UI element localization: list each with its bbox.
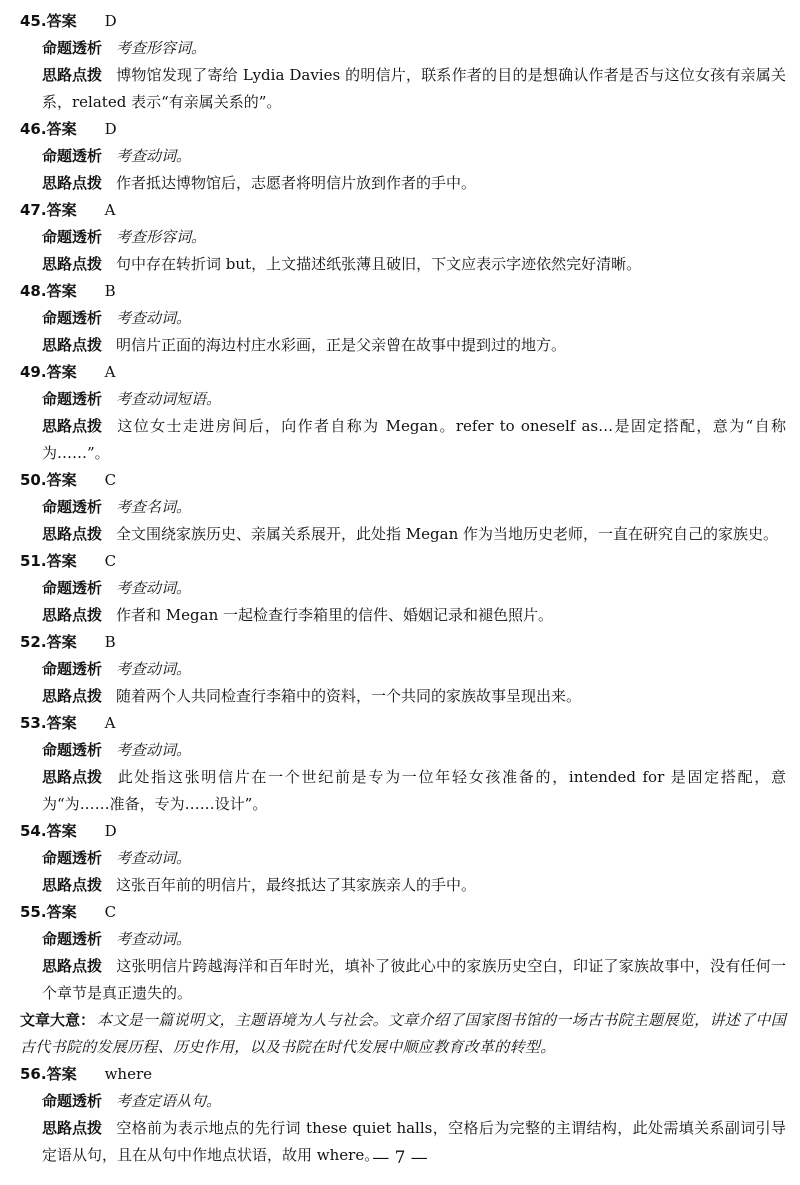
- hint-text: 这位女士走进房间后，向作者自称为 Megan。refer to oneself as…是固定搭配，意为“自称为……”。: [42, 417, 786, 462]
- summary-label: 文章大意：: [20, 1011, 96, 1029]
- item-50-hint: [20, 521, 786, 548]
- item-52-hint: [20, 683, 786, 710]
- analysis-text: 考查动词。: [116, 741, 192, 759]
- analysis-text: 考查动词。: [116, 147, 192, 165]
- answer-key-content: [20, 8, 786, 1169]
- hint-label: 思路点拨: [42, 336, 103, 354]
- analysis-text: 考查名词。: [116, 498, 192, 516]
- item-number: 49.: [20, 363, 47, 381]
- hint-text: 全文围绕家族历史、亲属关系展开，此处指 Megan 作为当地历史老师，一直在研究自己的家族史。: [116, 525, 778, 543]
- answer-value: where: [104, 1065, 153, 1083]
- hint-text: 这张明信片跨越海洋和百年时光，填补了彼此心中的家族历史空白，印证了家族故事中，没有任何一个章节是真正遗失的。: [42, 957, 786, 1002]
- analysis-text: 考查形容词。: [116, 39, 207, 57]
- page-number: — 7 —: [372, 1148, 428, 1168]
- analysis-label: 命题透析: [42, 849, 103, 867]
- item-number: 46.: [20, 120, 47, 138]
- hint-text: 这张百年前的明信片，最终抵达了其家族亲人的手中。: [116, 876, 477, 894]
- item-53-header: [20, 710, 786, 737]
- analysis-label: 命题透析: [42, 1092, 103, 1110]
- hint-label: 思路点拨: [42, 1119, 103, 1137]
- hint-label: 思路点拨: [42, 768, 103, 786]
- analysis-text: 考查动词短语。: [116, 390, 222, 408]
- hint-label: 思路点拨: [42, 525, 103, 543]
- item-number: 45.: [20, 12, 47, 30]
- item-52-header: [20, 629, 786, 656]
- answer-label: 答案: [46, 12, 77, 30]
- answer-value: A: [104, 201, 116, 219]
- item-54-hint: [20, 872, 786, 899]
- analysis-text: 考查定语从句。: [116, 1092, 222, 1110]
- analysis-text: 考查动词。: [116, 579, 192, 597]
- answer-value: D: [104, 12, 117, 30]
- item-55-analysis: [20, 926, 786, 953]
- item-55-hint: [20, 953, 786, 1007]
- analysis-label: 命题透析: [42, 498, 103, 516]
- hint-label: 思路点拨: [42, 606, 103, 624]
- hint-text: 作者和 Megan 一起检查行李箱里的信件、婚姻记录和褪色照片。: [116, 606, 553, 624]
- answer-value: B: [104, 633, 116, 651]
- analysis-label: 命题透析: [42, 660, 103, 678]
- item-48-analysis: [20, 305, 786, 332]
- answer-label: 答案: [46, 201, 77, 219]
- hint-text: 明信片正面的海边村庄水彩画，正是父亲曾在故事中提到过的地方。: [116, 336, 567, 354]
- answer-value: C: [104, 471, 117, 489]
- item-45-hint: [20, 62, 786, 116]
- answer-value: A: [104, 714, 116, 732]
- analysis-label: 命题透析: [42, 39, 103, 57]
- analysis-label: 命题透析: [42, 930, 103, 948]
- hint-label: 思路点拨: [42, 66, 103, 84]
- item-number: 50.: [20, 471, 47, 489]
- answer-label: 答案: [46, 471, 77, 489]
- analysis-text: 考查动词。: [116, 309, 192, 327]
- answer-value: C: [104, 552, 117, 570]
- item-51-hint: [20, 602, 786, 629]
- analysis-label: 命题透析: [42, 579, 103, 597]
- answer-label: 答案: [46, 552, 77, 570]
- answer-label: 答案: [46, 120, 77, 138]
- item-49-analysis: [20, 386, 786, 413]
- item-48-hint: [20, 332, 786, 359]
- answer-label: 答案: [46, 282, 77, 300]
- item-49-header: [20, 359, 786, 386]
- item-46-header: [20, 116, 786, 143]
- analysis-label: 命题透析: [42, 390, 103, 408]
- answer-value: D: [104, 120, 117, 138]
- hint-text: 空格前为表示地点的先行词 these quiet halls，空格后为完整的主谓结构，此处需填关系副词引导定语从句，且在从句中作地点状语，故用 where。: [42, 1119, 786, 1164]
- hint-label: 思路点拨: [42, 255, 103, 273]
- item-45-analysis: [20, 35, 786, 62]
- item-number: 51.: [20, 552, 47, 570]
- hint-text: 随着两个人共同检查行李箱中的资料，一个共同的家族故事呈现出来。: [116, 687, 582, 705]
- hint-text: 此处指这张明信片在一个世纪前是专为一位年轻女孩准备的，intended for 是固定搭配，意为“为……准备，专为……设计”。: [42, 768, 786, 813]
- answer-value: C: [104, 903, 117, 921]
- hint-label: 思路点拨: [42, 417, 103, 435]
- analysis-text: 考查动词。: [116, 930, 192, 948]
- hint-text: 作者抵达博物馆后，志愿者将明信片放到作者的手中。: [116, 174, 477, 192]
- answer-value: D: [104, 822, 117, 840]
- hint-label: 思路点拨: [42, 174, 103, 192]
- item-number: 52.: [20, 633, 47, 651]
- item-number: 48.: [20, 282, 47, 300]
- item-number: 47.: [20, 201, 47, 219]
- analysis-text: 考查形容词。: [116, 228, 207, 246]
- item-number: 56.: [20, 1065, 47, 1083]
- hint-label: 思路点拨: [42, 957, 103, 975]
- item-50-header: [20, 467, 786, 494]
- answer-label: 答案: [46, 714, 77, 732]
- analysis-label: 命题透析: [42, 309, 103, 327]
- item-49-hint: [20, 413, 786, 467]
- analysis-label: 命题透析: [42, 741, 103, 759]
- item-number: 53.: [20, 714, 47, 732]
- item-56-header: [20, 1061, 786, 1088]
- item-52-analysis: [20, 656, 786, 683]
- analysis-label: 命题透析: [42, 228, 103, 246]
- item-54-header: [20, 818, 786, 845]
- analysis-label: 命题透析: [42, 147, 103, 165]
- item-46-analysis: [20, 143, 786, 170]
- item-51-analysis: [20, 575, 786, 602]
- answer-label: 答案: [46, 822, 77, 840]
- analysis-text: 考查动词。: [116, 660, 192, 678]
- item-54-analysis: [20, 845, 786, 872]
- hint-label: 思路点拨: [42, 687, 103, 705]
- analysis-text: 考查动词。: [116, 849, 192, 867]
- item-50-analysis: [20, 494, 786, 521]
- item-45-header: [20, 8, 786, 35]
- answer-label: 答案: [46, 903, 77, 921]
- item-48-header: [20, 278, 786, 305]
- passage-summary: [20, 1007, 786, 1061]
- answer-label: 答案: [46, 363, 77, 381]
- item-number: 54.: [20, 822, 47, 840]
- answer-label: 答案: [46, 633, 77, 651]
- item-47-analysis: [20, 224, 786, 251]
- summary-text: 本文是一篇说明文，主题语境为人与社会。文章介绍了国家图书馆的一场古书院主题展览，讲述了中国古代书院的发展历程、历史作用，以及书院在时代发展中顺应教育改革的转型。: [20, 1011, 786, 1056]
- item-46-hint: [20, 170, 786, 197]
- item-number: 55.: [20, 903, 47, 921]
- item-51-header: [20, 548, 786, 575]
- hint-text: 博物馆发现了寄给 Lydia Davies 的明信片，联系作者的目的是想确认作者是否与这位女孩有亲属关系，related 表示“有亲属关系的”。: [42, 66, 786, 111]
- item-56-analysis: [20, 1088, 786, 1115]
- item-53-hint: [20, 764, 786, 818]
- answer-value: B: [104, 282, 116, 300]
- hint-text: 句中存在转折词 but，上文描述纸张薄且破旧，下文应表示字迹依然完好清晰。: [116, 255, 642, 273]
- item-55-header: [20, 899, 786, 926]
- hint-label: 思路点拨: [42, 876, 103, 894]
- answer-label: 答案: [46, 1065, 77, 1083]
- item-47-header: [20, 197, 786, 224]
- answer-value: A: [104, 363, 116, 381]
- item-47-hint: [20, 251, 786, 278]
- item-53-analysis: [20, 737, 786, 764]
